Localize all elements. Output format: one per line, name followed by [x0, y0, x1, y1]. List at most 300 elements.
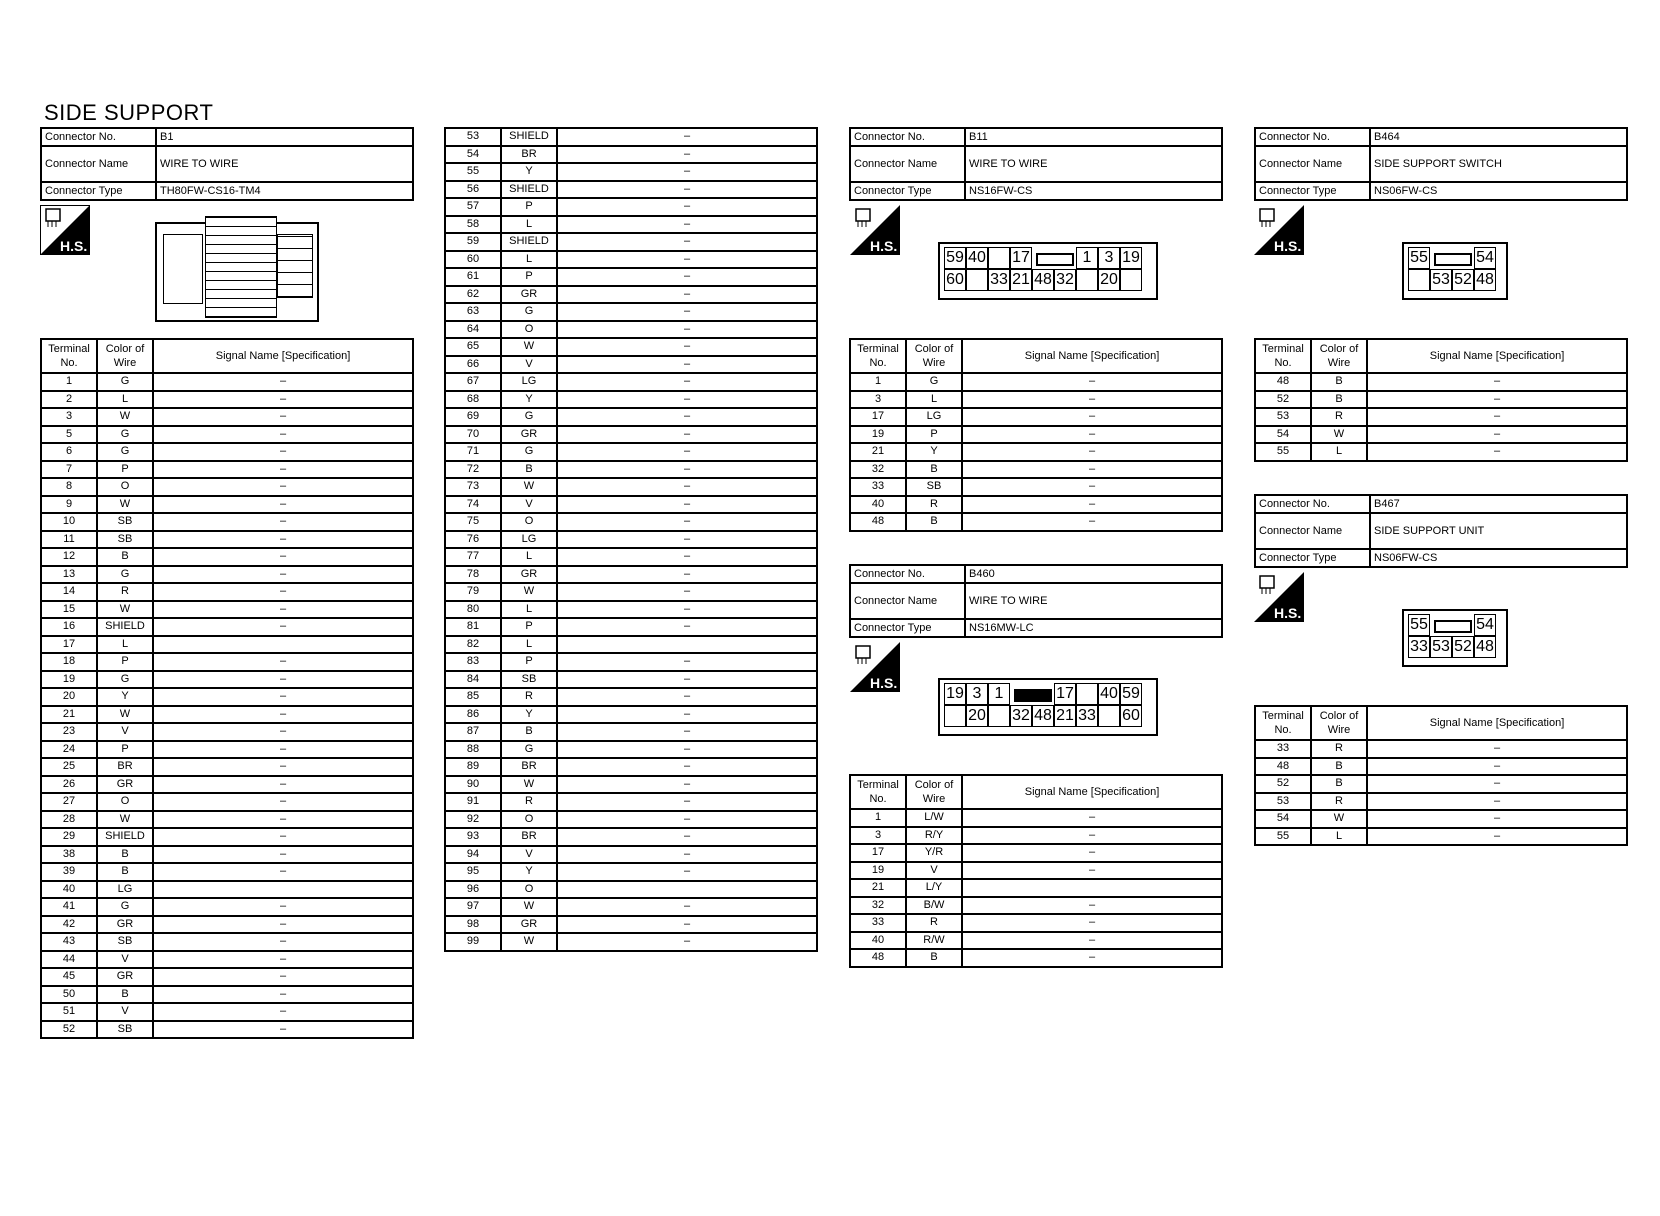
- wire-color-cell: O: [501, 811, 557, 829]
- signal-name-cell: –: [153, 986, 413, 1004]
- signal-name-cell: –: [153, 496, 413, 514]
- label-connector-name: Connector Name: [850, 583, 965, 619]
- table-row: [850, 391, 1222, 409]
- signal-name-cell: –: [557, 198, 817, 216]
- terminal-no-cell: 71: [445, 443, 501, 461]
- connector-b464-info: [1254, 127, 1628, 201]
- table-row: [850, 914, 1222, 932]
- pin-cell: [1076, 269, 1098, 291]
- terminal-no-cell: 12: [41, 548, 97, 566]
- signal-name-cell: –: [962, 809, 1222, 827]
- signal-name-cell: –: [153, 513, 413, 531]
- wire-color-cell: L: [501, 548, 557, 566]
- pin-cell: 33: [988, 269, 1010, 291]
- table-row: [445, 461, 817, 479]
- terminal-no-cell: 67: [445, 373, 501, 391]
- table-row: [41, 916, 413, 934]
- table-row: [445, 286, 817, 304]
- table-row: [41, 618, 413, 636]
- terminal-no-cell: 40: [41, 881, 97, 899]
- terminal-no-cell: 52: [1255, 391, 1311, 409]
- hs-icon: [1254, 572, 1304, 622]
- wire-color-cell: R: [906, 914, 962, 932]
- signal-name-cell: –: [557, 338, 817, 356]
- terminal-no-cell: 59: [445, 233, 501, 251]
- signal-name-cell: –: [557, 216, 817, 234]
- table-row: [850, 897, 1222, 915]
- table-row: [445, 181, 817, 199]
- wire-color-cell: G: [501, 741, 557, 759]
- terminal-no-cell: 33: [850, 478, 906, 496]
- table-row: [850, 496, 1222, 514]
- terminal-no-cell: 9: [41, 496, 97, 514]
- b460-terminal-table: [849, 774, 1223, 968]
- wire-color-cell: P: [97, 461, 153, 479]
- table-row: [41, 426, 413, 444]
- terminal-no-cell: 8: [41, 478, 97, 496]
- pin-cell: 32: [1054, 269, 1076, 291]
- pin-cell: [1408, 269, 1430, 291]
- wire-color-cell: L: [97, 636, 153, 654]
- signal-name-cell: –: [557, 863, 817, 881]
- table-row: [445, 268, 817, 286]
- pin-cell: 59: [944, 247, 966, 269]
- table-row: [445, 233, 817, 251]
- lock-slot: [1430, 614, 1474, 636]
- terminal-no-cell: 62: [445, 286, 501, 304]
- wire-color-cell: Y/R: [906, 844, 962, 862]
- connector-b11-info: [849, 127, 1223, 201]
- wire-color-cell: V: [501, 356, 557, 374]
- table-row: [41, 986, 413, 1004]
- table-row: [445, 373, 817, 391]
- table-row: [850, 827, 1222, 845]
- wire-color-cell: B: [1311, 391, 1367, 409]
- b1-connector-face: [155, 222, 319, 322]
- wire-color-cell: W: [501, 776, 557, 794]
- wire-color-cell: G: [97, 566, 153, 584]
- table-row: [41, 1021, 413, 1039]
- wire-color-cell: V: [501, 846, 557, 864]
- header-color-of-wire: Color of Wire: [1311, 706, 1367, 740]
- terminal-no-cell: 93: [445, 828, 501, 846]
- wire-color-cell: L: [501, 216, 557, 234]
- terminal-no-cell: 65: [445, 338, 501, 356]
- terminal-no-cell: 1: [41, 373, 97, 391]
- terminal-no-cell: 56: [445, 181, 501, 199]
- signal-name-cell: –: [962, 496, 1222, 514]
- wire-color-cell: O: [97, 478, 153, 496]
- wire-color-cell: LG: [501, 531, 557, 549]
- connector-type-value: NS06FW-CS: [1370, 182, 1627, 200]
- connector-b464: [1254, 127, 1628, 201]
- wire-color-cell: Y: [501, 706, 557, 724]
- signal-name-cell: –: [557, 128, 817, 146]
- table-row: [41, 741, 413, 759]
- table-row: [850, 932, 1222, 950]
- terminal-no-cell: 18: [41, 653, 97, 671]
- signal-name-cell: –: [557, 828, 817, 846]
- hs-label: H.S.: [1274, 605, 1302, 621]
- table-row: [445, 128, 817, 146]
- table-row: [41, 408, 413, 426]
- wire-color-cell: R/W: [906, 932, 962, 950]
- pin-cell: 40: [1098, 683, 1120, 705]
- terminal-no-cell: 78: [445, 566, 501, 584]
- table-row: [445, 531, 817, 549]
- pin-cell: 32: [1010, 705, 1032, 727]
- wire-color-cell: Y: [906, 443, 962, 461]
- table-row: [41, 811, 413, 829]
- terminal-no-cell: 76: [445, 531, 501, 549]
- signal-name-cell: –: [1367, 391, 1627, 409]
- table-row: [445, 688, 817, 706]
- signal-name-cell: –: [557, 303, 817, 321]
- signal-name-cell: –: [153, 426, 413, 444]
- wire-color-cell: GR: [97, 968, 153, 986]
- terminal-no-cell: 32: [850, 461, 906, 479]
- signal-name-cell: –: [153, 741, 413, 759]
- signal-name-cell: –: [153, 951, 413, 969]
- wire-color-cell: W: [501, 478, 557, 496]
- pin-cell: 52: [1452, 636, 1474, 658]
- table-row: [41, 566, 413, 584]
- signal-name-cell: –: [153, 863, 413, 881]
- terminal-no-cell: 94: [445, 846, 501, 864]
- signal-name-cell: –: [153, 1021, 413, 1039]
- wire-color-cell: BR: [97, 758, 153, 776]
- signal-name-cell: –: [557, 671, 817, 689]
- b1-right-block: [277, 234, 313, 298]
- signal-name-cell: –: [557, 373, 817, 391]
- wire-color-cell: SB: [97, 513, 153, 531]
- table-row: [1255, 443, 1627, 461]
- table-row: [445, 198, 817, 216]
- table-row: [445, 566, 817, 584]
- terminal-no-cell: 97: [445, 898, 501, 916]
- terminal-no-cell: 13: [41, 566, 97, 584]
- table-row: [445, 898, 817, 916]
- wire-color-cell: O: [501, 321, 557, 339]
- wire-color-cell: R: [97, 583, 153, 601]
- wire-color-cell: B: [97, 846, 153, 864]
- terminal-no-cell: 88: [445, 741, 501, 759]
- wire-color-cell: L/Y: [906, 879, 962, 897]
- hs-label: H.S.: [60, 238, 88, 254]
- pin-cell: 1: [988, 683, 1010, 705]
- table-row: [41, 461, 413, 479]
- table-row: [850, 408, 1222, 426]
- terminal-no-cell: 40: [850, 932, 906, 950]
- table-row: [850, 879, 1222, 897]
- wire-color-cell: SB: [97, 933, 153, 951]
- table-row: [445, 793, 817, 811]
- terminal-no-cell: 66: [445, 356, 501, 374]
- terminal-no-cell: 21: [850, 443, 906, 461]
- terminal-no-cell: 48: [1255, 373, 1311, 391]
- signal-name-cell: –: [557, 758, 817, 776]
- terminal-no-cell: 3: [41, 408, 97, 426]
- signal-name-cell: –: [962, 513, 1222, 531]
- wire-color-cell: P: [97, 741, 153, 759]
- connector-type-value: NS06FW-CS: [1370, 549, 1627, 567]
- signal-name-cell: –: [1367, 810, 1627, 828]
- wire-color-cell: SHIELD: [501, 128, 557, 146]
- signal-name-cell: –: [153, 898, 413, 916]
- table-row: [1255, 391, 1627, 409]
- wire-color-cell: L/W: [906, 809, 962, 827]
- pin-cell: [1120, 269, 1142, 291]
- wire-color-cell: B/W: [906, 897, 962, 915]
- signal-name-cell: –: [962, 914, 1222, 932]
- wire-color-cell: V: [906, 862, 962, 880]
- wire-color-cell: LG: [501, 373, 557, 391]
- table-row: [850, 443, 1222, 461]
- terminal-no-cell: 6: [41, 443, 97, 461]
- wire-color-cell: W: [501, 583, 557, 601]
- wire-color-cell: W: [97, 706, 153, 724]
- wire-color-cell: G: [501, 303, 557, 321]
- signal-name-cell: –: [557, 548, 817, 566]
- signal-name-cell: –: [153, 391, 413, 409]
- b460-connector-face: [938, 678, 1158, 736]
- terminal-no-cell: 28: [41, 811, 97, 829]
- table-row: [1255, 758, 1627, 776]
- table-row: [445, 828, 817, 846]
- b467-connector-face: [1402, 609, 1508, 667]
- header-signal-name: Signal Name [Specification]: [962, 775, 1222, 809]
- table-row: [41, 513, 413, 531]
- wire-color-cell: SB: [97, 531, 153, 549]
- signal-name-cell: –: [153, 706, 413, 724]
- terminal-no-cell: 17: [41, 636, 97, 654]
- wire-color-cell: Y: [501, 163, 557, 181]
- signal-name-cell: –: [557, 163, 817, 181]
- terminal-no-cell: 81: [445, 618, 501, 636]
- terminal-no-cell: 60: [445, 251, 501, 269]
- wire-color-cell: B: [97, 863, 153, 881]
- wire-color-cell: Y: [501, 863, 557, 881]
- wire-color-cell: BR: [501, 146, 557, 164]
- header-color-of-wire: Color of Wire: [1311, 339, 1367, 373]
- signal-name-cell: –: [153, 583, 413, 601]
- hs-icon: [1254, 205, 1304, 255]
- wire-color-cell: L: [1311, 828, 1367, 846]
- connector-no-value: B1: [156, 128, 413, 146]
- signal-name-cell: –: [1367, 828, 1627, 846]
- pin-cell: [988, 705, 1010, 727]
- signal-name-cell: –: [557, 653, 817, 671]
- signal-name-cell: –: [153, 478, 413, 496]
- table-row: [1255, 740, 1627, 758]
- header-color-of-wire: Color of Wire: [97, 339, 153, 373]
- terminal-no-cell: 80: [445, 601, 501, 619]
- b467-terminal-table: [1254, 705, 1628, 846]
- pin-cell: 55: [1408, 247, 1430, 269]
- b1-terminal-table-cont-wrap: [444, 127, 818, 952]
- signal-name-cell: –: [962, 426, 1222, 444]
- terminal-no-cell: 48: [850, 513, 906, 531]
- b460-terminal-table-wrap: [849, 774, 1223, 968]
- b1-terminal-table-cont: [444, 127, 818, 952]
- table-row: [445, 321, 817, 339]
- header-terminal-no: Terminal No.: [1255, 339, 1311, 373]
- terminal-no-cell: 73: [445, 478, 501, 496]
- pin-cell: 60: [944, 269, 966, 291]
- pin-cell: 48: [1032, 705, 1054, 727]
- signal-name-cell: –: [153, 671, 413, 689]
- wire-color-cell: SB: [97, 1021, 153, 1039]
- table-row: [41, 968, 413, 986]
- terminal-no-cell: 19: [850, 426, 906, 444]
- terminal-no-cell: 29: [41, 828, 97, 846]
- table-row: [41, 391, 413, 409]
- pin-cell: 20: [1098, 269, 1120, 291]
- terminal-no-cell: 84: [445, 671, 501, 689]
- pin-cell: 21: [1054, 705, 1076, 727]
- wire-color-cell: R/Y: [906, 827, 962, 845]
- signal-name-cell: –: [962, 949, 1222, 967]
- wire-color-cell: L: [501, 251, 557, 269]
- wire-color-cell: B: [1311, 775, 1367, 793]
- wire-color-cell: GR: [501, 566, 557, 584]
- wire-color-cell: B: [906, 461, 962, 479]
- terminal-no-cell: 23: [41, 723, 97, 741]
- signal-name-cell: –: [557, 933, 817, 951]
- signal-name-cell: –: [557, 286, 817, 304]
- wire-color-cell: W: [1311, 810, 1367, 828]
- signal-name-cell: –: [962, 932, 1222, 950]
- table-row: [850, 949, 1222, 967]
- wire-color-cell: W: [97, 408, 153, 426]
- connector-b460: [849, 564, 1223, 638]
- terminal-no-cell: 21: [850, 879, 906, 897]
- label-connector-type: Connector Type: [1255, 549, 1370, 567]
- pin-cell: 33: [1076, 705, 1098, 727]
- terminal-no-cell: 53: [1255, 793, 1311, 811]
- label-connector-type: Connector Type: [850, 182, 965, 200]
- table-row: [41, 636, 413, 654]
- b464-terminal-table-wrap: [1254, 338, 1628, 462]
- connector-name-value: SIDE SUPPORT UNIT: [1370, 513, 1627, 549]
- table-row: [41, 496, 413, 514]
- table-row: [445, 741, 817, 759]
- table-row: [41, 601, 413, 619]
- wire-color-cell: O: [501, 881, 557, 899]
- hs-label: H.S.: [1274, 238, 1302, 254]
- wire-color-cell: GR: [501, 286, 557, 304]
- wire-color-cell: W: [97, 601, 153, 619]
- table-row: [1255, 373, 1627, 391]
- label-connector-name: Connector Name: [1255, 513, 1370, 549]
- signal-name-cell: –: [1367, 373, 1627, 391]
- table-row: [445, 548, 817, 566]
- table-row: [445, 216, 817, 234]
- signal-name-cell: –: [153, 968, 413, 986]
- wire-color-cell: G: [501, 443, 557, 461]
- pin-cell: 1: [1076, 247, 1098, 269]
- signal-name-cell: –: [557, 321, 817, 339]
- wire-color-cell: O: [97, 793, 153, 811]
- wire-color-cell: SB: [906, 478, 962, 496]
- header-terminal-no: Terminal No.: [41, 339, 97, 373]
- table-row: [41, 793, 413, 811]
- terminal-no-cell: 50: [41, 986, 97, 1004]
- wire-color-cell: V: [97, 1003, 153, 1021]
- wire-color-cell: W: [501, 338, 557, 356]
- connector-b467-info: [1254, 494, 1628, 568]
- terminal-no-cell: 95: [445, 863, 501, 881]
- table-row: [445, 706, 817, 724]
- table-row: [445, 163, 817, 181]
- label-connector-type: Connector Type: [41, 182, 156, 200]
- signal-name-cell: –: [557, 776, 817, 794]
- pin-cell: [944, 705, 966, 727]
- wire-color-cell: W: [97, 496, 153, 514]
- table-row: [445, 653, 817, 671]
- table-row: [445, 338, 817, 356]
- terminal-no-cell: 48: [850, 949, 906, 967]
- wire-color-cell: P: [906, 426, 962, 444]
- table-row: [41, 776, 413, 794]
- connector-b1: [40, 127, 414, 201]
- connector-type-value: TH80FW-CS16-TM4: [156, 182, 413, 200]
- signal-name-cell: [962, 879, 1222, 897]
- connector-b460-info: [849, 564, 1223, 638]
- wire-color-cell: Y: [97, 688, 153, 706]
- hs-icon: [850, 642, 900, 692]
- terminal-no-cell: 41: [41, 898, 97, 916]
- terminal-no-cell: 72: [445, 461, 501, 479]
- b11-connector-face: [938, 242, 1158, 300]
- table-row: [445, 671, 817, 689]
- signal-name-cell: –: [153, 408, 413, 426]
- header-signal-name: Signal Name [Specification]: [1367, 339, 1627, 373]
- terminal-no-cell: 48: [1255, 758, 1311, 776]
- signal-name-cell: –: [557, 898, 817, 916]
- table-row: [41, 671, 413, 689]
- signal-name-cell: –: [962, 478, 1222, 496]
- signal-name-cell: –: [557, 811, 817, 829]
- hs-label: H.S.: [870, 238, 898, 254]
- terminal-no-cell: 54: [445, 146, 501, 164]
- table-row: [445, 881, 817, 899]
- terminal-no-cell: 90: [445, 776, 501, 794]
- wire-color-cell: R: [501, 793, 557, 811]
- table-row: [445, 478, 817, 496]
- b1-terminal-table: [40, 338, 414, 1039]
- table-row: [445, 356, 817, 374]
- signal-name-cell: –: [153, 916, 413, 934]
- hs-icon: [40, 205, 90, 255]
- terminal-no-cell: 52: [41, 1021, 97, 1039]
- signal-name-cell: [557, 881, 817, 899]
- terminal-no-cell: 82: [445, 636, 501, 654]
- signal-name-cell: –: [962, 862, 1222, 880]
- table-row: [41, 373, 413, 391]
- signal-name-cell: –: [557, 408, 817, 426]
- signal-name-cell: –: [557, 741, 817, 759]
- signal-name-cell: –: [962, 373, 1222, 391]
- connector-name-value: SIDE SUPPORT SWITCH: [1370, 146, 1627, 182]
- table-row: [850, 862, 1222, 880]
- terminal-no-cell: 43: [41, 933, 97, 951]
- table-row: [445, 391, 817, 409]
- terminal-no-cell: 39: [41, 863, 97, 881]
- hs-label: H.S.: [870, 675, 898, 691]
- wire-color-cell: G: [97, 373, 153, 391]
- signal-name-cell: –: [962, 461, 1222, 479]
